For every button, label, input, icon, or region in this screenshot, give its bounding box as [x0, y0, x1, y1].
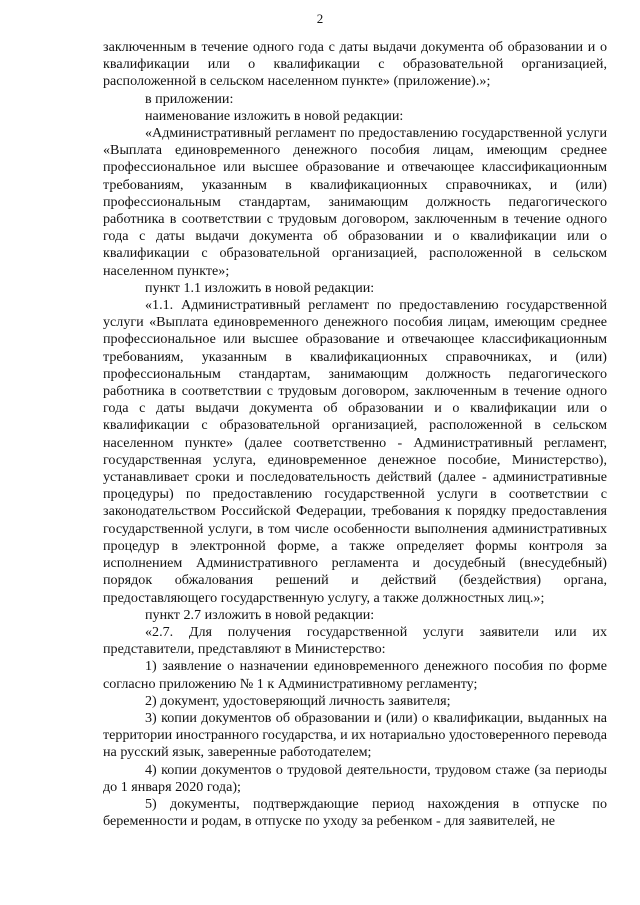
list-item: 3) копии документов об образовании и (или) о квалификации, выданных на территории иностранного государства, и их нотариально удостоверенного перевода на русский язык, заверенные работодателем; [103, 709, 607, 761]
paragraph: «Административный регламент по предоставлению государственной услуги «Выплата единовременного денежного пособия лицам, имеющим среднее профессиональное или высшее образование и отвечающее классификационным требованиям, указанным в квалификационных справочниках, и (или) профессиональным стандартам, занимающим должность педагогического работника в соответствии с трудовым договором, заключенным в течение одного года с даты выдачи документа об образовании и о квалификации или о квалификации с образовательной организацией, расположенной в сельском населенном пункте»; [103, 125, 607, 279]
paragraph: в приложении: [145, 90, 234, 107]
list-item: 1) заявление о назначении единовременного денежного пособия по форме согласно приложению № 1 к Административному регламенту; [103, 658, 607, 692]
list-item: 4) копии документов о трудовой деятельности, трудовом стаже (за периоды до 1 января 2020 года); [103, 761, 607, 795]
page-number: 2 [316, 11, 324, 26]
paragraph: наименование изложить в новой редакции: [145, 107, 404, 124]
list-item: 5) документы, подтверждающие период нахождения в отпуске по беременности и родам, в отпуске по уходу за ребенком - для заявителей, не [103, 795, 607, 830]
paragraph: «1.1. Административный регламент по предоставлению государственной услуги «Выплата единовременного денежного пособия лицам, имеющим среднее профессиональное или высшее образование и отвечающее классификационным требованиям, указанным в квалификационных справочниках, и (или) профессиональным стандартам, занимающим должность педагогического работника в соответствии с трудовым договором, заключенным в течение одного года с даты выдачи документа об образовании и о квалификации или о квалификации с образовательной организацией, расположенной в сельском населенном пункте» (далее соответственно - Административный регламент, государственная услуга, единовременное денежное пособие, Министерство), устанавливает сроки и последовательность действий (далее - административные процедуры) по предоставлению государственной услуги в соответствии с законодательством Российской Федерации, требования к порядку предоставления государственной услуги, в том числе особенности выполнения административных процедур в электронной форме, а также определяет формы контроля за исполнением Административного регламента и досудебный (внесудебный) порядок обжалования решений и действий (бездействия) органа, предоставляющего государственную услугу, а также должностных лиц.»; [103, 297, 607, 606]
list-item: 2) документ, удостоверяющий личность заявителя; [145, 692, 451, 709]
paragraph: заключенным в течение одного года с даты выдачи документа об образовании и о квалификации или о квалификации с образовательной организацией, расположенной в сельском населенном пункте» (приложение).»; [103, 39, 607, 90]
paragraph: пункт 1.1 изложить в новой редакции: [145, 279, 375, 296]
paragraph: пункт 2.7 изложить в новой редакции: [145, 606, 375, 623]
document-body [103, 39, 607, 830]
paragraph: «2.7. Для получения государственной услуги заявители или их представители, представляют в Министерство: [103, 623, 607, 658]
